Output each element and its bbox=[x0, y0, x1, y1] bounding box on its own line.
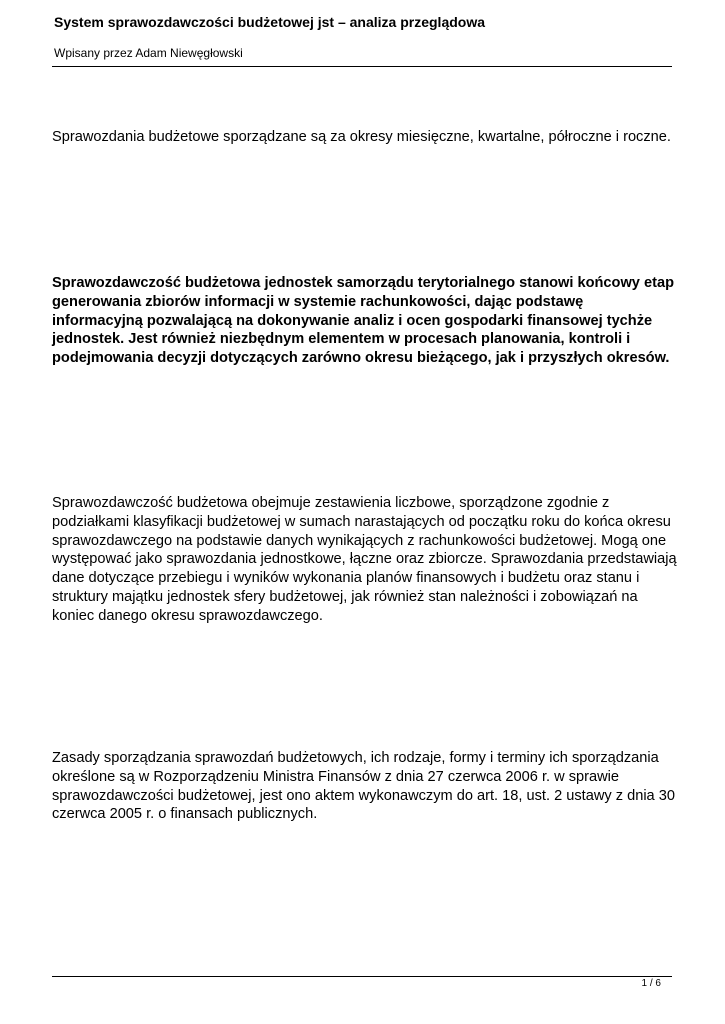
paragraph-3: Sprawozdawczość budżetowa obejmuje zestawienia liczbowe, sporządzone zgodnie z podziałkami klasyfikacji budżetowej w sumach narastających od początku roku do końca okresu sprawozdawczego na podstawie danych wynikających z rachunkowości budżetowej. Mogą one występować jako sprawozdania jednostkowe, łączne oraz zbiorcze. Sprawozdania przedstawiają dane dotyczące przebiegu i wyników wykonania planów finansowych i budżetu oraz stanu i struktury majątku jednostek sfery budżetowej, jak również stan należności i zobowiązań na koniec danego okresu sprawozdawczego. bbox=[52, 495, 677, 624]
author-line: Wpisany przez Adam Niewęgłowski bbox=[54, 46, 243, 60]
header-divider bbox=[52, 66, 672, 67]
paragraph-4: Zasady sporządzania sprawozdań budżetowych, ich rodzaje, formy i terminy ich sporządzania określone są w Rozporządzeniu Ministra Finansów z dnia 27 czerwca 2006 r. w sprawie sprawozdawczości budżetowej, jest ono aktem wykonawczym do art. 18, ust. 2 ustawy z dnia 30 czerwca 2005 r. o finansach publicznych. bbox=[52, 750, 675, 823]
document-title: System sprawozdawczości budżetowej jst – analiza przeglądowa bbox=[54, 14, 486, 30]
footer-divider bbox=[52, 976, 672, 977]
paragraph-1: Sprawozdania budżetowe sporządzane są za okresy miesięczne, kwartalne, półroczne i roczne. bbox=[52, 129, 671, 145]
page-number: 1 / 6 bbox=[641, 978, 661, 989]
paragraph-2-bold: Sprawozdawczość budżetowa jednostek samorządu terytorialnego stanowi końcowy etap generowania zbiorów informacji w systemie rachunkowości, dając podstawę informacyjną pozwalającą na dokonywanie analiz i ocen gospodarki finansowej tychże jednostek. Jest również niezbędnym elementem w procesach planowania, kontroli i podejmowania decyzji dotyczących zarówno okresu bieżącego, jak i przyszłych okresów. bbox=[52, 275, 674, 367]
